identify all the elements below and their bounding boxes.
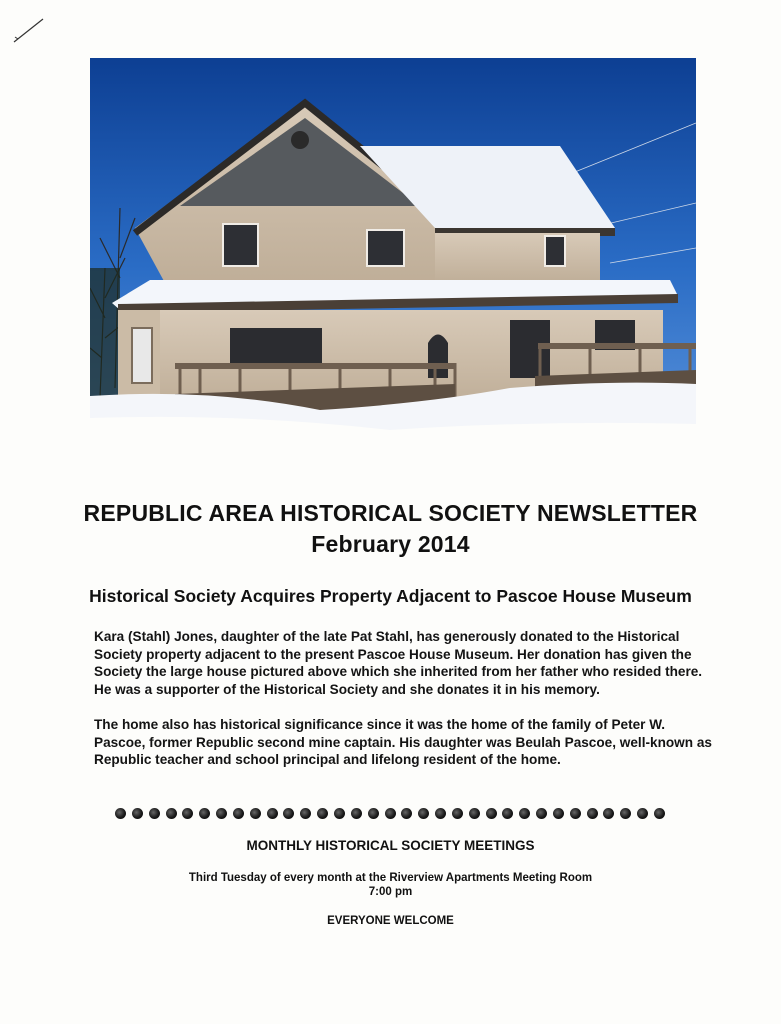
- divider-dot: [199, 808, 210, 819]
- divider-dot: [418, 808, 429, 819]
- divider-dot: [166, 808, 177, 819]
- divider-dot: [300, 808, 311, 819]
- divider-dot: [570, 808, 581, 819]
- divider-dot: [553, 808, 564, 819]
- divider-dot: [233, 808, 244, 819]
- divider-dot: [368, 808, 379, 819]
- article-paragraph-2: The home also has historical significance since it was the home of the family of Peter W. Pascoe, former Republic second mine captain. His daughter was Beulah Pascoe, well-known as Republic teacher and school principal and lifelong resident of the home.: [94, 717, 712, 767]
- divider-dot: [149, 808, 160, 819]
- divider-dot: [283, 808, 294, 819]
- house-photo: [90, 58, 696, 438]
- meetings-time: 7:00 pm: [368, 886, 413, 898]
- divider-dot: [654, 808, 665, 819]
- divider-dot: [317, 808, 328, 819]
- divider-dot: [435, 808, 446, 819]
- divider-dot: [536, 808, 547, 819]
- divider-dot: [486, 808, 497, 819]
- divider-dot: [267, 808, 278, 819]
- dot-divider: [115, 805, 665, 821]
- divider-dot: [250, 808, 261, 819]
- divider-dot: [620, 808, 631, 819]
- divider-dot: [587, 808, 598, 819]
- article-headline: Historical Society Acquires Property Adjacent to Pascoe House Museum: [89, 586, 692, 606]
- divider-dot: [637, 808, 648, 819]
- divider-dot: [385, 808, 396, 819]
- meetings-welcome: EVERYONE WELCOME: [327, 915, 454, 927]
- divider-dot: [502, 808, 513, 819]
- divider-dot: [115, 808, 126, 819]
- divider-dot: [519, 808, 530, 819]
- newsletter-title: REPUBLIC AREA HISTORICAL SOCIETY NEWSLETTER: [83, 500, 698, 526]
- divider-dot: [216, 808, 227, 819]
- meetings-title: MONTHLY HISTORICAL SOCIETY MEETINGS: [246, 838, 535, 853]
- divider-dot: [182, 808, 193, 819]
- meetings-schedule: Third Tuesday of every month at the Riverview Apartments Meeting Room: [188, 872, 593, 884]
- divider-dot: [334, 808, 345, 819]
- article-paragraph-1: Kara (Stahl) Jones, daughter of the late Pat Stahl, has generously donated to the Historical Society property adjacent to the present Pascoe House Museum. Her donation has given the Society the large house pictured above which she inherited from her father who resided there. He was a supporter of the Historical Society and she donates it in his memory.: [94, 629, 703, 697]
- divider-dot: [452, 808, 463, 819]
- divider-dot: [351, 808, 362, 819]
- divider-dot: [132, 808, 143, 819]
- pen-stroke-mark: [12, 16, 46, 44]
- divider-dot: [603, 808, 614, 819]
- newsletter-date: February 2014: [311, 531, 470, 557]
- divider-dot: [469, 808, 480, 819]
- divider-dot: [401, 808, 412, 819]
